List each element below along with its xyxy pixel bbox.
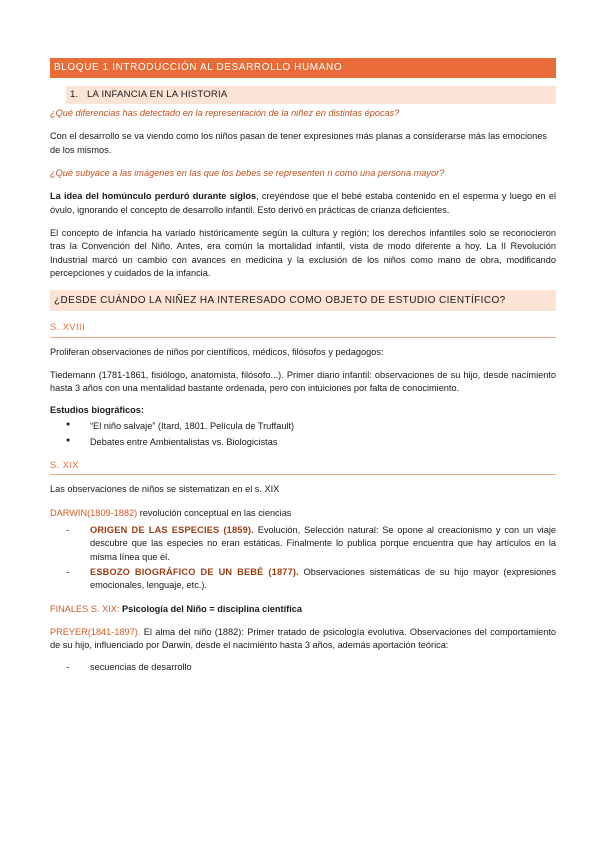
work-title: ORIGEN DE LAS ESPECIES (1859). [90,524,254,535]
homunculo-highlight: La idea del homúnculo perduró durante siglos [50,191,257,202]
answer-1: Con el desarrollo se va viendo como los niños pasan de tener expresiones más planas a considerarse más las emociones de los mismos. [50,131,547,155]
finales-line: FINALES S. XIX: Psicología del Niño = disciplina científica [50,603,302,614]
question-1: ¿Qué diferencias has detectado en la representación de la niñez en distintas épocas? [50,108,400,118]
infancia-paragraph: El concepto de infancia ha variado históricamente según la cultura y región; los derechos infantiles solo se reconocieron tras la Convención del Niño. Antes, era común la mortalidad infantil, vista de modo diferente a hoy. La II Revolución Industrial marcó un cambio con avances en medicina y la exclusión de los niños como mano de obra, modificando percepciones y cuidados de la infancia. [50,228,556,279]
preyer-paragraph: PREYER(1841-1897). El alma del niño (1882): Primer tratado de psicología evolutiva. Observaciones del comportamiento de su hijo, influenciado por Darwin, desde el nacimiento hasta 3 años, además aportación teórica: [50,626,556,651]
bullet-icon: ● [66,421,71,429]
bullet-icon: ● [66,436,71,444]
section-title: LA INFANCIA EN LA HISTORIA [87,89,228,100]
darwin-works-list [50,524,556,593]
studies-title: Estudios biográficos: [50,404,144,415]
list-item: - secuencias de desarrollo [50,661,556,674]
list-item: ● Debates entre Ambientalistas vs. Biologicistas [66,436,278,447]
answer-2 [50,190,556,217]
section-heading [66,86,556,104]
list-item: - ORIGEN DE LAS ESPECIES (1859). Evolución, Selección natural: Se opone al creacionismo y con un viaje descubre que las especies no eran estáticas. Finalmente lo publica porque encuentra que hay artículos en la misma línea que él. [66,524,556,562]
studies-list [50,420,556,449]
list-item: ● “El niño salvaje” (Itard, 1801. Película de Truffault) [66,421,295,432]
section-2-heading: ¿DESDE CUÁNDO LA NIÑEZ HA INTERESADO COMO OBJETO DE ESTUDIO CIENTÍFICO? [50,290,556,311]
s18-intro: Proliferan observaciones de niños por científicos, médicos, filósofos y pedagogos: [50,346,384,357]
darwin-line: DARWIN(1809-1882) revolución conceptual en las ciencias [50,507,292,518]
dash-icon: - [66,524,70,535]
preyer-name: PREYER(1841-1897). [50,626,141,637]
s19-intro: Las observaciones de niños se sistematizan en el s. XIX [50,484,280,495]
dash-icon: - [66,661,70,672]
finales-label: FINALES S. XIX: [50,603,120,614]
block-title: BLOQUE 1 INTRODUCCIÓN AL DESARROLLO HUMANO [50,58,556,78]
tiedemann-paragraph: Tiedemann (1781-1861, fisiólogo, anatomista, filósofo...). Primer diario infantil: observaciones de su hijo, desde nacimiento hasta 3 años con una mentalidad bastante ordenada, pero con intuiciones por falta de conocimiento. [50,370,556,394]
s18-heading: S. XVIII [50,321,556,337]
darwin-name: DARWIN(1809-1882) [50,507,138,518]
question-2: ¿Qué subyace a las imágenes en las que los bebes se representen n como una persona mayor? [50,168,445,179]
page-content [50,58,556,676]
section-number: 1. [70,89,79,100]
preyer-list [50,661,556,674]
work-title: ESBOZO BIOGRÁFICO DE UN BEBÉ (1877). [90,566,299,577]
s19-heading: S. XIX [50,459,556,475]
list-item: - ESBOZO BIOGRÁFICO DE UN BEBÉ (1877). Observaciones sistemáticas de su hijo mayor (expresiones emocionales, lenguaje, etc.). [66,566,556,591]
answer-2-text: , creyéndose que el bebé estaba contenido en el esperma y luego en el óvulo, ignorando el concepto de desarrollo infantil. Esto derivó en prácticas de crianza deficientes. [50,191,556,215]
dash-icon: - [66,566,70,577]
